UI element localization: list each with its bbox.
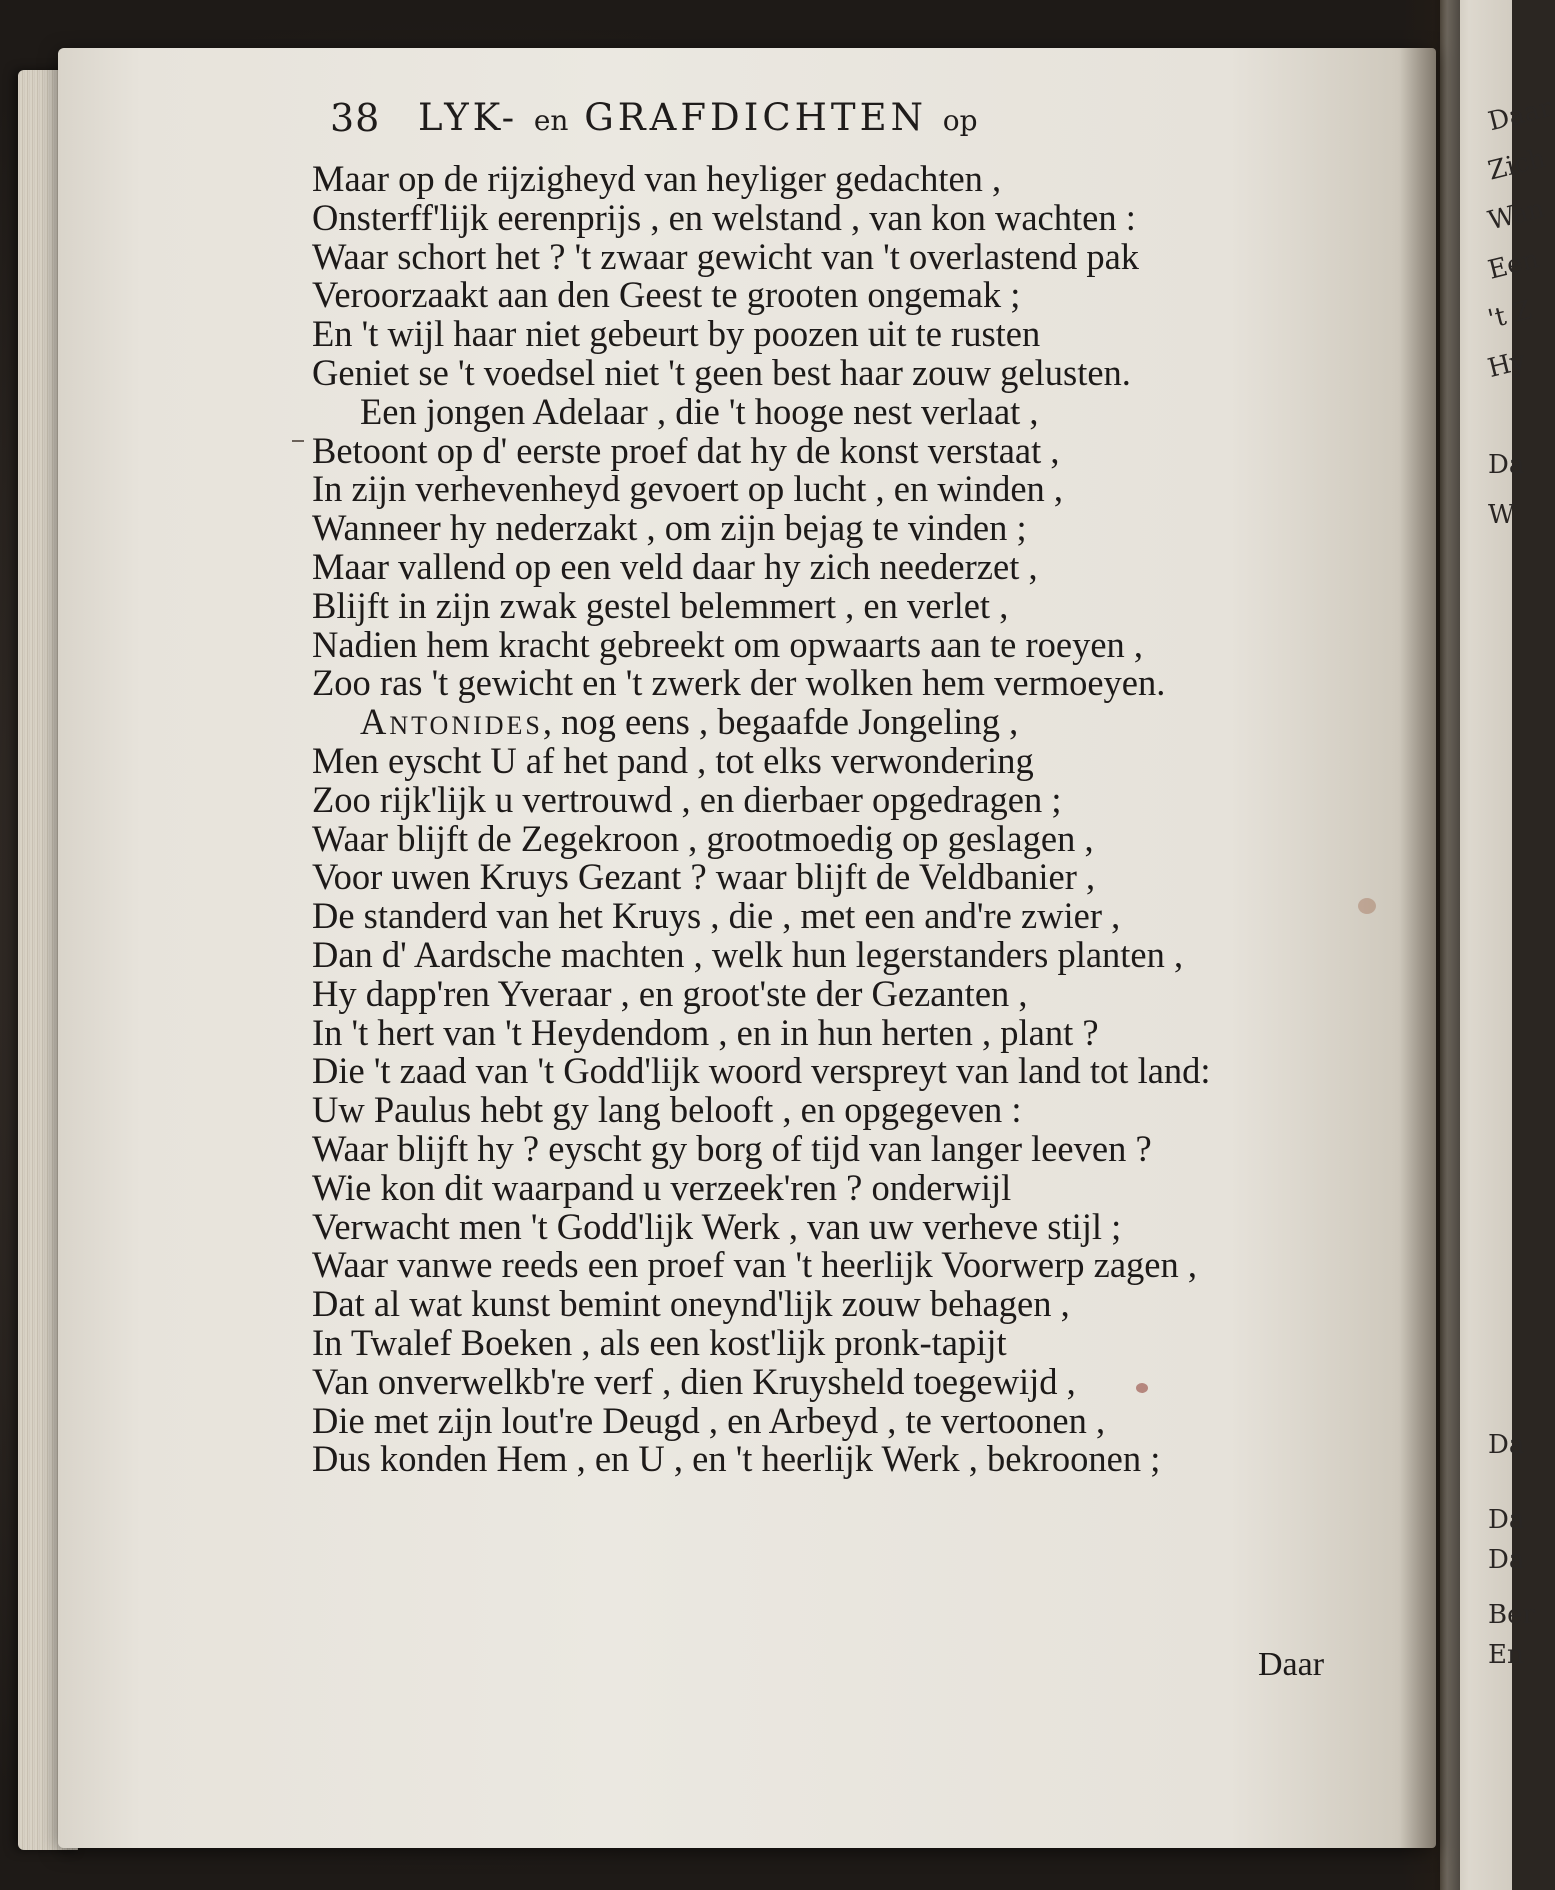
- verse-line: Wie kon dit waarpand u verzeek'ren ? onderwijl: [312, 1166, 1012, 1208]
- verse-text: [312, 160, 1342, 1479]
- verse-line-antonides: Antonides, nog eens , begaafde Jongeling ,: [360, 701, 1019, 743]
- next-page-fragment: Da: [1488, 450, 1525, 480]
- verse-line: Veroorzaakt aan den Geest te grooten ongemak ;: [312, 274, 1021, 316]
- running-head: [418, 96, 978, 139]
- verse-line: Dan d' Aardsche machten , welk hun legerstanders planten ,: [312, 933, 1184, 975]
- verse-line: Hy dapp'ren Yveraar , en groot'ste der Gezanten ,: [312, 972, 1028, 1014]
- verse-line: In 't hert van 't Heydendom , en in hun herten , plant ?: [312, 1011, 1099, 1053]
- verse-line: Nadien hem kracht gebreekt om opwaarts aan te roeyen ,: [312, 623, 1144, 665]
- verse-line: Wanneer hy nederzakt , om zijn bejag te vinden ;: [312, 507, 1027, 549]
- page-number: 38: [330, 96, 381, 140]
- running-head-op: op: [942, 104, 978, 137]
- verse-line: Waar blijft hy ? eyscht gy borg of tijd van langer leeven ?: [312, 1127, 1152, 1169]
- verse-line: Waar schort het ? 't zwaar gewicht van 't overlastend pak: [312, 235, 1140, 277]
- next-page-fragment: Een: [1485, 244, 1542, 286]
- verse-line: Uw Paulus hebt gy lang belooft , en opgegeven :: [312, 1089, 1022, 1131]
- verse-line: Zoo rijk'lijk u vertrouwd , en dierbaer opgedragen ;: [312, 778, 1062, 820]
- verse-line: Blijft in zijn zwak gestel belemmert , en verlet ,: [312, 584, 1009, 626]
- next-page-fragment: Daar: [1485, 92, 1555, 138]
- verse-line: Zoo ras 't gewicht en 't zwerk der wolken hem vermoeyen.: [312, 662, 1166, 704]
- running-head-title: GRAFDICHTEN: [584, 96, 927, 139]
- foxing-spot: [1358, 898, 1376, 914]
- verse-line: Voor uwen Kruys Gezant ? waar blijft de Veldbanier ,: [312, 856, 1096, 898]
- verse-line: De standerd van het Kruys , die , met een and're zwier ,: [312, 895, 1121, 937]
- next-page-fragment: Zich: [1485, 143, 1549, 187]
- verse-line: Verwacht men 't Godd'lijk Werk , van uw verheve stijl ;: [312, 1205, 1122, 1247]
- verse-line: Maar op de rijzigheyd van heyliger gedachten ,: [312, 158, 1002, 199]
- next-page-fragment: Da: [1488, 1505, 1525, 1535]
- next-page-fragment: Hy: [1484, 345, 1529, 385]
- next-page-fragment: Wan: [1485, 193, 1548, 237]
- next-page-fragment: 't Z: [1485, 295, 1535, 335]
- catchword: Daar: [1258, 1646, 1325, 1683]
- verse-line: Betoont op d' eerste proef dat hy de konst verstaat ,: [312, 429, 1060, 471]
- verse-line: Dus konden Hem , en U , en 't heerlijk Werk , bekroonen ;: [312, 1438, 1161, 1480]
- running-head-main: LYK-: [418, 96, 519, 139]
- next-page-fragment: Da: [1488, 1430, 1525, 1460]
- verse-line: En 't wijl haar niet gebeurt by poozen uit te rusten: [312, 313, 1041, 355]
- verse-line: In zijn verhevenheyd gevoert op lucht , en winden ,: [312, 468, 1064, 510]
- verse-line: In Twalef Boeken , als een kost'lijk pronk-tapijt: [312, 1321, 1007, 1363]
- verse-line: Men eyscht U af het pand , tot elks verwondering: [312, 739, 1034, 781]
- verse-line: Waar vanwe reeds een proef van 't heerlijk Voorwerp zagen ,: [312, 1244, 1198, 1286]
- next-page-fragment: En: [1488, 1640, 1524, 1670]
- running-head-en: en: [533, 104, 569, 137]
- verse-line: Onsterff'lijk eerenprijs , en welstand , van kon wachten :: [312, 196, 1136, 238]
- verse-line: Een jongen Adelaar , die 't hooge nest verlaat ,: [360, 390, 1039, 432]
- verse-line: Waar blijft de Zegekroon , grootmoedig op geslagen ,: [312, 817, 1094, 859]
- next-page-fragment: Ber: [1488, 1600, 1535, 1630]
- verse-line: Die met zijn lout're Deugd , en Arbeyd , te vertoonen ,: [312, 1399, 1106, 1441]
- verse-line: Maar vallend op een veld daar hy zich neederzet ,: [312, 545, 1038, 587]
- verse-line: Van onverwelkb're verf , dien Kruysheld toegewijd ,: [312, 1360, 1076, 1402]
- next-page-fragment: W: [1488, 500, 1515, 530]
- verse-line: Dat al wat kunst bemint oneynd'lijk zouw behagen ,: [312, 1283, 1070, 1325]
- next-page-fragment: Da: [1488, 1545, 1525, 1575]
- verse-line: Geniet se 't voedsel niet 't geen best haar zouw gelusten.: [312, 351, 1131, 393]
- gutter-shadow: [1400, 0, 1460, 1890]
- page-header: [330, 96, 1210, 156]
- name-smallcaps: Antonides: [360, 701, 543, 743]
- verse-line: Die 't zaad van 't Godd'lijk woord verspreyt van land tot land:: [312, 1050, 1211, 1092]
- margin-mark: [292, 440, 304, 442]
